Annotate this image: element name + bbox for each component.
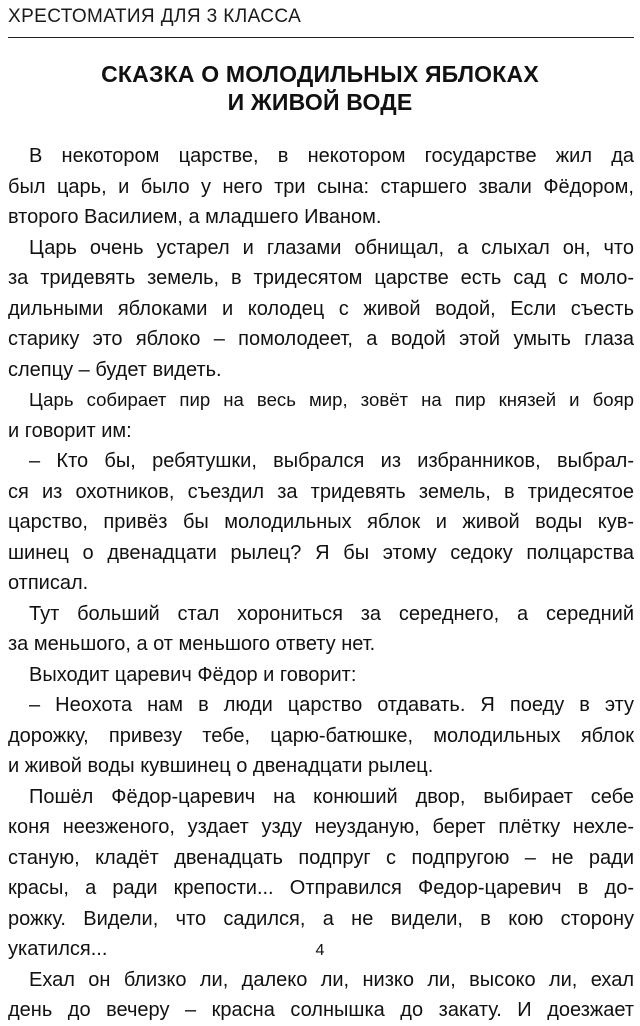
story-title-line-2: И ЖИВОЙ ВОДЕ	[227, 89, 413, 115]
text-line: коня неезженого, уздает узду неузданую, берет плётку нехле-	[8, 816, 634, 838]
text-line: день до вечеру – красна солнышка до закату. И доезжает	[8, 999, 634, 1021]
running-header: ХРЕСТОМАТИЯ ДЛЯ 3 КЛАССА	[8, 6, 302, 27]
text-line: за меньшого, а от меньшого ответу нет.	[8, 633, 376, 655]
text-line: царство, привёз бы молодильных яблок и живой воды кув-	[8, 511, 634, 533]
text-line: укатился...	[8, 938, 108, 960]
page-number: 4	[315, 942, 325, 959]
text-line: Царь очень устарел и глазами обнищал, а слыхал он, что	[29, 236, 634, 259]
header-rule	[8, 37, 634, 38]
text-line: был царь, и было у него три сына: старшего звали Фёдором,	[8, 175, 634, 198]
text-line: старику это яблоко – помолодеет, а водой этой умыть глаза	[8, 328, 634, 350]
text-line: – Неохота нам в люди царство отдавать. Я поеду в эту	[29, 694, 634, 716]
text-line: ся из охотников, съездил за тридевять земель, в тридесятое	[8, 480, 634, 503]
text-line: за тридевять земель, в тридесятом царстве есть сад с моло-	[8, 267, 634, 289]
text-line: и живой воды кувшинец о двенадцати рылец.	[8, 755, 434, 777]
story-body	[8, 141, 634, 1026]
text-line: В некотором царстве, в некотором государстве жил да	[29, 145, 634, 167]
text-line: шинец о двенадцати рылец? Я бы этому седоку полцарства	[8, 541, 634, 564]
text-line: красы, а ради крепости... Отправился Федор-царевич в до-	[8, 877, 634, 899]
text-line: слепцу – будет видеть.	[8, 358, 222, 381]
text-line: дорожку, привезу тебе, царю-батюшке, молодильных яблок	[8, 724, 634, 747]
text-line: отписал.	[8, 572, 89, 594]
text-line: Ехал он близко ли, далеко ли, низко ли, высоко ли, ехал	[29, 968, 634, 991]
text-line: второго Василием, а младшего Иваном.	[8, 206, 382, 228]
text-line: рожку. Видели, что садился, а не видели, в кою сторону	[8, 907, 634, 930]
text-line: Тут больший стал хорониться за середнего, а середний	[29, 602, 634, 625]
text-line: Царь собирает пир на весь мир, зовёт на пир князей и бояр	[29, 389, 634, 410]
text-line: станую, кладёт двенадцать подпруг с подпругою – не ради	[8, 846, 634, 869]
text-line: и говорит им:	[8, 419, 132, 442]
text-line: Пошёл Фёдор-царевич на конюший двор, выбирает себе	[29, 785, 634, 808]
story-title	[0, 60, 640, 116]
text-line: – Кто бы, ребятушки, выбрался из избранников, выбрал-	[29, 450, 634, 472]
text-line: дильными яблоками и колодец с живой водой, Если съесть	[8, 297, 634, 320]
text-line: Выходит царевич Фёдор и говорит:	[29, 663, 357, 686]
story-title-line-1: СКАЗКА О МОЛОДИЛЬНЫХ ЯБЛОКАХ	[101, 61, 539, 87]
